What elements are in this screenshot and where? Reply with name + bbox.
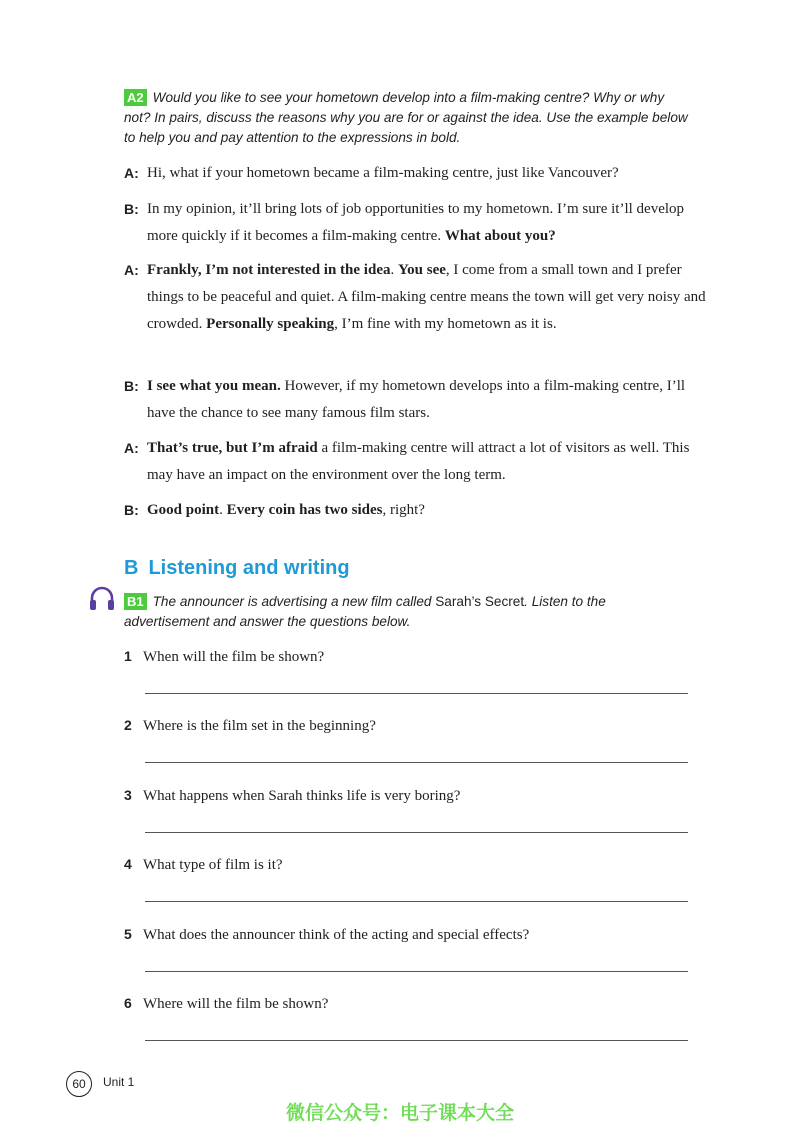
- speaker-label: A:: [124, 262, 139, 278]
- dialogue-text: [147, 497, 714, 524]
- section-b-letter: B: [124, 557, 139, 579]
- answer-line[interactable]: [145, 1040, 688, 1041]
- question-number: 2: [124, 717, 132, 734]
- bold-expression: Every coin has two sides: [226, 502, 383, 518]
- dialogue-segment: However, if my hometown develops into a film-making centre, I’ll have the chance to see many famous film stars.: [147, 378, 686, 421]
- page-number: 60: [66, 1071, 92, 1097]
- speaker-label: B:: [124, 378, 139, 394]
- question-number: 3: [124, 786, 132, 803]
- b1-tag: B1: [124, 593, 147, 610]
- question-number: 4: [124, 856, 132, 873]
- speaker-label: B:: [124, 502, 139, 518]
- question-text: Where will the film be shown?: [143, 996, 329, 1012]
- dialogue-text: [147, 435, 714, 489]
- answer-line[interactable]: [145, 971, 688, 972]
- a2-instruction: [124, 88, 694, 148]
- section-b-title: Listening and writing: [148, 557, 350, 579]
- speaker-label: A:: [124, 165, 139, 181]
- dialogue-line: [124, 160, 714, 187]
- a2-tag: A2: [124, 89, 147, 106]
- dialogue-line: [124, 257, 714, 338]
- bold-expression: What about you?: [444, 228, 556, 244]
- bold-expression: I see what you mean.: [147, 378, 281, 394]
- dialogue-segment: In my opinion, it’ll bring lots of job opportunities to my hometown. I’m sure it’ll develop more quickly if it becomes a film-making centre.: [147, 201, 685, 244]
- dialogue-segment: , I come from a small town and I prefer things to be peaceful and quiet. A film-making centre means the town will get very noisy and crowded.: [147, 262, 706, 332]
- film-title: Sarah’s Secret: [435, 594, 525, 609]
- dialogue-segment: a film-making centre will attract a lot of visitors as well. This may have an impact on the environment over the long term.: [147, 440, 690, 483]
- question: [124, 715, 376, 736]
- answer-line[interactable]: [145, 762, 688, 763]
- dialogue-segment: .: [390, 262, 398, 278]
- question: [124, 924, 529, 945]
- answer-line[interactable]: [145, 901, 688, 902]
- question-text: When will the film be shown?: [143, 649, 325, 665]
- bold-expression: You see: [397, 262, 446, 278]
- bold-expression: Good point: [147, 502, 220, 518]
- answer-line[interactable]: [145, 832, 688, 833]
- b1-instruction: [124, 592, 694, 632]
- question-number: 1: [124, 648, 132, 664]
- dialogue-line: [124, 435, 714, 489]
- question: [124, 785, 460, 806]
- question-number: 6: [124, 995, 132, 1011]
- b1-instruction-part-1: The announcer is advertising a new film called: [152, 594, 436, 609]
- bold-expression: Frankly, I’m not interested in the idea: [147, 262, 391, 278]
- question: [124, 993, 328, 1014]
- b1-instruction-part-2: . Listen to the advertisement and answer the questions below.: [124, 594, 606, 629]
- question-text: What happens when Sarah thinks life is very boring?: [143, 787, 461, 804]
- question-text: Where is the film set in the beginning?: [143, 718, 376, 735]
- speaker-label: B:: [124, 201, 139, 217]
- dialogue-line: [124, 373, 714, 427]
- dialogue-text: [147, 373, 714, 427]
- headphones-icon: [87, 585, 117, 613]
- unit-label: Unit 1: [103, 1075, 135, 1089]
- watermark: 微信公众号：电子课本大全: [285, 1102, 514, 1124]
- dialogue-segment: Hi, what if your hometown became a film-making centre, just like Vancouver?: [147, 165, 619, 181]
- question-number: 5: [124, 925, 132, 942]
- question-text: What does the announcer think of the acting and special effects?: [143, 926, 530, 943]
- dialogue-text: [147, 160, 714, 187]
- bold-expression: Personally speaking: [206, 316, 335, 332]
- dialogue-segment: , right?: [382, 502, 425, 518]
- a2-instruction-text: Would you like to see your hometown develop into a film-making centre? Why or why not? In pairs, discuss the reasons why you are for or against the idea. Use the example below to help you and pay attention to the expressions in bold.: [124, 90, 688, 145]
- bold-expression: That’s true, but I’m afraid: [147, 440, 318, 456]
- dialogue-segment: , I’m fine with my hometown as it is.: [334, 316, 557, 332]
- speaker-label: A:: [124, 440, 139, 456]
- dialogue-text: [147, 196, 714, 250]
- dialogue-text: [147, 257, 714, 338]
- question: [124, 646, 324, 667]
- dialogue-line: [124, 497, 714, 524]
- dialogue-line: [124, 196, 714, 250]
- dialogue-segment: .: [219, 502, 227, 518]
- question-text: What type of film is it?: [143, 857, 283, 874]
- question: [124, 854, 283, 875]
- section-b-heading: [124, 557, 350, 580]
- answer-line[interactable]: [145, 693, 688, 694]
